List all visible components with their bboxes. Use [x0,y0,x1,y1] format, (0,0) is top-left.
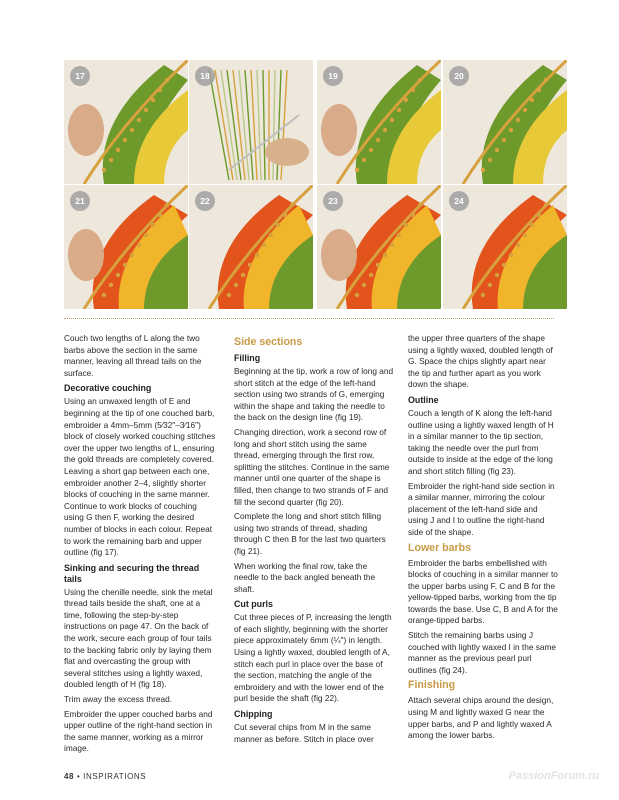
paragraph: Cut three pieces of P, increasing the length of each slightly, beginning with the shorter piece approximately 6mm (¼") in length. Using a lightly waxed, doubled length of A, stitch each purl in place over the base of the section, matching the angle of the embroidery and with the lower end of the purl beside the shaft (fig 22). [234,612,392,704]
paragraph: Attach several chips around the design, using M and lightly waxed G near the upper barbs, and P and lightly waxed A among the lower barbs. [408,695,554,741]
step-photo-23 [317,185,441,309]
text-column-3 [408,333,558,745]
paragraph: the upper three quarters of the shape using a lightly waxed, doubled length of G. Space the chips slightly apart near the tip and further apart as you work down the shape. [408,333,553,390]
step-number-badge: 19 [323,66,343,86]
page-footer [64,772,146,781]
paragraph: Embroider the barbs embellished with blocks of couching in a similar manner to the upper barbs using F, C and B for the yellow-tipped barbs, working from the tip towards the base. Use C, B and A for the orange-tipped barbs. [408,557,558,626]
step-number-badge: 23 [323,191,343,211]
subheading-outline: Outline [408,394,439,405]
step-number-badge: 20 [449,66,469,86]
text-column-2 [234,333,394,748]
step-number-badge: 22 [195,191,215,211]
paragraph: Beginning at the tip, work a row of long and short stitch at the edge of the left-hand section using two strands of G, emerging within the shape and taking the needle to the back on the design line (fig 19). [234,366,394,423]
paragraph: Embroider the upper couched barbs and upper outline of the right-hand section in the same manner, working as a mirror image. [64,708,213,754]
section-heading-side-sections: Side sections [234,336,303,348]
dotted-divider [64,318,554,319]
paragraph: Using the chenille needle, sink the metal thread tails beside the shaft, one at a time, following the step-by-step instructions on page 47. On the back of the work, secure each group of four tails to the backing fabric only by laying them flat and overcasting the group with several stitches using a lightly waxed, doubled length of H (fig 18). [64,586,213,690]
step-number-badge: 17 [70,66,90,86]
page-number: 48 [64,772,75,781]
paragraph: Couch a length of K along the left-hand outline using a lightly waxed length of H in a similar manner to the tip section, taking the needle over the purl from outside to inside at the edge of the long and short stitch filling (fig 23). [408,407,554,476]
step-photo-21 [64,185,188,309]
paragraph: Embroider the right-hand side section in a similar manner, mirroring the colour placement of the left-hand side and using J and I to outline the right-hand side of the shape. [408,480,555,537]
paragraph: Changing direction, work a second row of long and short stitch using the same thread, emerging through the first row, splitting the stitches. Continue in the same manner until one quarter of the shape is filled, then change to two strands of F and fill the second quarter (fig 20). [234,426,390,507]
subheading-filling: Filling [234,353,261,363]
step-number-badge: 24 [449,191,469,211]
paragraph: Complete the long and short stitch filling using two strands of thread, shading through C then B for the last two quarters (fig 21). [234,511,386,556]
step-photo-17 [64,60,188,184]
step-photo-20 [443,60,567,184]
paragraph: Using an unwaxed length of E and beginning at the tip of one couched barb, embroider a 4mm–5mm (5⁄32"–3⁄16") block of closely worked couching stitches over the upper two lengths of L, ensuring the gold threads are completely covered. Leaving a short gap between each one, embroider another 2–4, slightly shorter blocks of couching in the same manner. Continue to work blocks of couching using G then F, working the desired number of blocks in each colour. Repeat to work the remaining barb and upper outline (fig 17). [64,396,216,558]
step-photo-19 [317,60,441,184]
magazine-name: INSPIRATIONS [83,772,147,781]
subheading-chipping: Chipping [234,709,273,720]
step-photo-22 [189,185,313,309]
paragraph: Trim away the excess thread. [64,694,173,705]
paragraph: When working the final row, take the needle to the back angled beneath the shaft. [234,560,376,594]
step-photo-24 [443,185,567,309]
section-heading-finishing: Finishing [408,679,456,692]
paragraph: Couch two lengths of L along the two barbs above the section in the same manner, leaving all thread tails on the surface. [64,333,202,378]
step-number-badge: 18 [195,66,215,86]
paragraph: Stitch the remaining barbs using J couched with lightly waxed I in the same manner as the previous pearl purl outlines (fig 24). [408,630,557,675]
subheading-decorative-couching: Decorative couching [64,383,152,394]
section-heading-lower-barbs: Lower barbs [408,541,471,554]
step-number-badge: 21 [70,191,90,211]
text-column-1 [64,333,216,758]
watermark: PassionForum.ru [508,770,599,782]
subheading-sinking: Sinking and securing the thread tails [64,562,200,584]
footer-bullet: • [76,772,81,781]
step-photo-18 [189,60,313,184]
subheading-cut-purls: Cut purls [234,599,273,610]
paragraph: Cut several chips from M in the same manner as before. Stitch in place over [234,722,374,744]
